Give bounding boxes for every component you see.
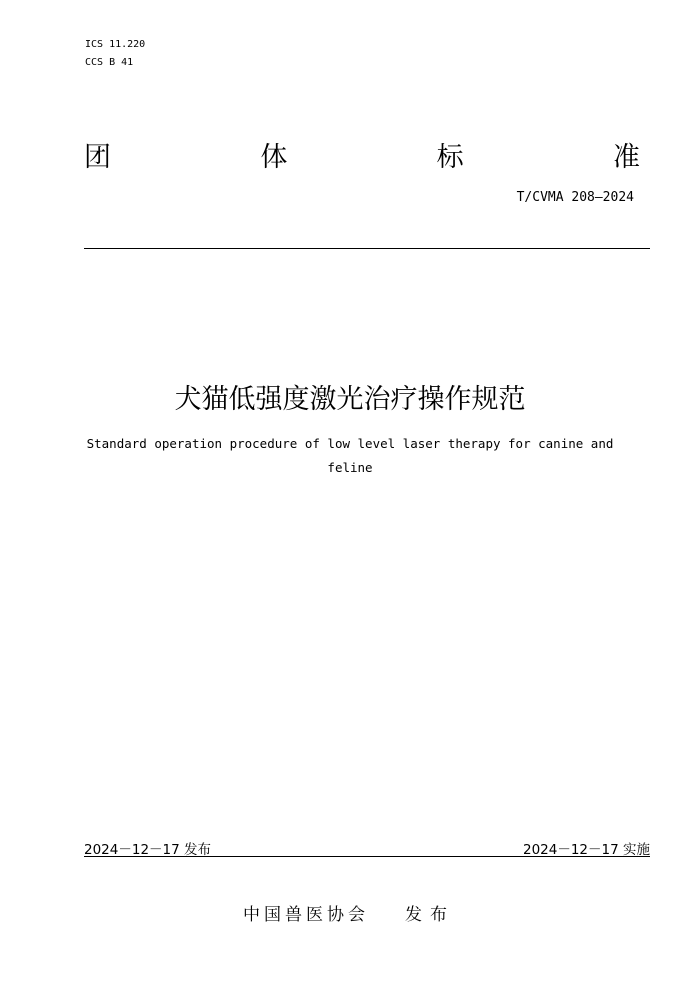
standard-type-char: 准 [612, 141, 640, 173]
standard-number: T/CVMA 208—2024 [516, 190, 634, 205]
top-divider [84, 248, 650, 249]
standard-type-heading [84, 134, 640, 174]
standard-type-char: 体 [260, 141, 288, 173]
bottom-divider [84, 856, 650, 857]
ics-code: ICS 11.220 [85, 39, 146, 50]
document-title-chinese: 犬猫低强度激光治疗操作规范 [174, 384, 526, 415]
document-title-english [60, 432, 640, 480]
publisher-organization: 中国兽医协会 [243, 905, 369, 925]
standard-type-char: 标 [436, 141, 464, 173]
ccs-code: CCS B 41 [85, 57, 134, 68]
publisher-action: 发布 [405, 905, 455, 925]
publisher-line [243, 900, 455, 925]
english-title-line: Standard operation procedure of low level laser therapy for canine and [86, 436, 614, 451]
issue-date: 2024－12－17 发布 [84, 842, 212, 858]
implementation-date: 2024－12－17 实施 [522, 842, 650, 858]
standard-type-char: 团 [84, 141, 111, 173]
classification-codes [85, 36, 145, 72]
english-title-line: feline [327, 460, 373, 475]
